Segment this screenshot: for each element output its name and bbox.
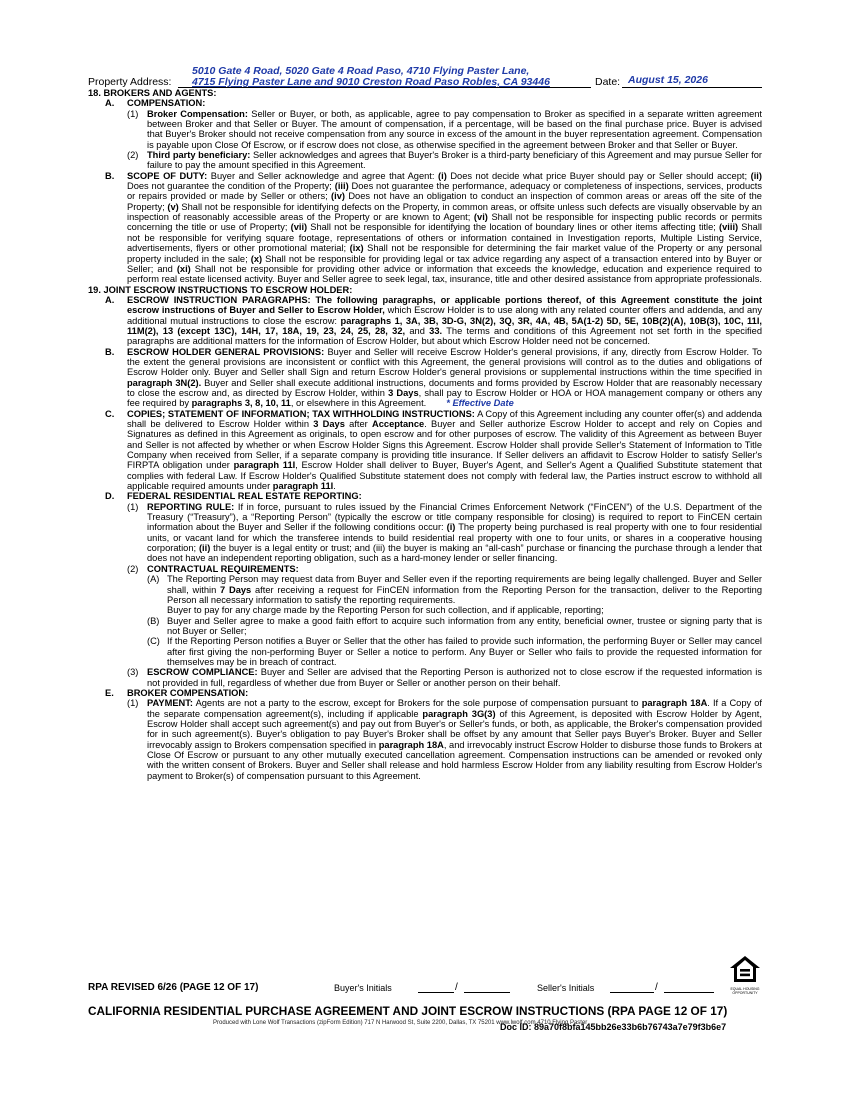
section-19b-title: ESCROW HOLDER GENERAL PROVISIONS: <box>127 346 325 357</box>
section-19d-2a: (A) The Reporting Person may request data from Buyer and Seller even if the reporting requirements are being legally challenged. Buyer and Seller shall, within 7 Days after receiving a request for FinCEN information from the Reporting Person for the transaction, deliver to the Reporting Person all necessary information to satisfy the reporting requirements. Buyer to pay for any charge made by the Reporting Person for such collection, and if applicable, reporting; <box>147 574 762 616</box>
section-19e-1: (1) PAYMENT: Agents are not a party to the escrow, except for Brokers for the sole purpose of compensation pursuant to paragraph 18A. If a Copy of the separate compensation agreement(s), including if applicable paragraph 3G(3) of this Agreement, is deposited with Escrow Holder by Agent, Escrow Holder shall accept such agreement(s) and pay out from Buyer's or Seller's funds, or both, as applicable, the Broker's compensation provided for in such agreement(s). Buyer's obligation to pay Buyer's Broker shall be offset by any amount that Seller pays Buyer's Broker. Buyer and Seller irrevocably assign to Brokers compensation specified in paragraph 18A, and irrevocably instruct Escrow Holder to disburse those funds to Brokers at Close Of Escrow or pursuant to any other mutually executed cancellation agreement. Compensation instructions can be amended or revoked only with the written consent of Brokers. Buyer and Seller shall release and hold harmless Escrow Holder from any liability resulting from Escrow Holder's payment to Broker(s) of compensation pursuant to this Agreement. <box>127 698 762 781</box>
section-19d-1: (1) REPORTING RULE: If in force, pursuant to rules issued by the Financial Crimes Enforcement Network (“FinCEN”) of the U.S. Department of the Treasury (“Treasury”), a “Reporting Person” (typically the escrow or title company responsible for closing) is required to report to FinCEN certain information about the Buyer and Seller if the following conditions occur: (i) The property being purchased is real property with one to four residential units, or vacant land for which the transferee intends to build residential real property with one to four units, or shares in a cooperative housing corporation; (ii) the buyer is a legal entity or trust; and (iii) the buyer is making an “all-cash” purchase or financing the purchase through a lender that does not have an independent reporting obligation, such as a hard-money lender or seller financing. <box>127 501 762 564</box>
section-19d-2: (2) CONTRACTUAL REQUIREMENTS: <box>127 563 299 574</box>
seller-initials-label: Seller's Initials <box>537 983 595 993</box>
seller-initials-field-1[interactable] <box>610 992 654 993</box>
section-19d-3: (3) ESCROW COMPLIANCE: Buyer and Seller are advised that the Reporting Person is authorized not to close escrow if the requested information is not provided in full, regardless of whether due from Buyer or Seller or another person on their behalf. <box>127 667 762 688</box>
section-19d-2c: (C) If the Reporting Person notifies a Buyer or Seller that the other has failed to provide such information, the performing Buyer or Seller may cancel after first giving the non-performing Buyer or Seller a notice to perform. Any Buyer or Seller who fails to provide the requested information for themselves may be in breach of contract. <box>147 636 762 667</box>
section-19e: E. BROKER COMPENSATION: (1) PAYMENT: Agents are not a party to the escrow, except for Brokers for the sole purpose of compensation pursuant to paragraph 18A. If a Copy of the separate compensation agreement(s), including if applicable paragraph 3G(3) of this Agreement, is deposited with Escrow Holder by Agent, Escrow Holder shall accept such agreement(s) and pay out from Buyer's or Seller's funds, or both, as applicable, the Broker's compensation provided for in such agreement(s). Buyer's obligation to pay Buyer's Broker shall be offset by any amount that Seller pays Buyer's Broker. Buyer and Seller irrevocably assign to Brokers compensation specified in paragraph 18A, and irrevocably instruct Escrow Holder to disburse those funds to Brokers at Close Of Escrow or pursuant to any other mutually executed cancellation agreement. Compensation instructions can be amended or revoked only with the written consent of Brokers. Buyer and Seller shall release and hold harmless Escrow Holder from any liability resulting from Escrow Holder's payment to Broker(s) of compensation pursuant to this Agreement. <box>105 687 762 781</box>
equal-housing-icon <box>728 954 762 988</box>
buyer-initials-field-1[interactable] <box>418 992 454 993</box>
section-18b-title: SCOPE OF DUTY: <box>127 170 208 181</box>
section-18a: A. COMPENSATION: (1) Broker Compensation: Seller or Buyer, or both, as applicable, agree to pay compensation to Broker as specified in a separate written agreement between Broker and that Seller or Buyer. The amount of compensation, if a percentage, will be based on the final purchase price. Buyer is advised that Buyer's Broker should not receive compensation from any source in excess of the amount in the buyer representation agreement. Compensation is payable upon Close Of Escrow, or if escrow does not close, as otherwise specified in the agreement between Broker and that Seller or Buyer. (2) Third party beneficiary: Seller acknowledges and agrees that Buyer's Broker is a third-party beneficiary of this Agreement and may pursue Seller for failure to pay the amount specified in this Agreement. <box>105 98 762 171</box>
section-18a-2: (2) Third party beneficiary: Seller acknowledges and agrees that Buyer's Broker is a third-party beneficiary of this Agreement and may pursue Seller for failure to pay the amount specified in this Agreement. <box>127 150 762 171</box>
section-18a-1: (1) Broker Compensation: Seller or Buyer, or both, as applicable, agree to pay compensation to Broker as specified in a separate written agreement between Broker and that Seller or Buyer. The amount of compensation, if a percentage, will be based on the final purchase price. Buyer is advised that Buyer's Broker should not receive compensation from any source in excess of the amount in the buyer representation agreement. Compensation is payable upon Close Of Escrow, or if escrow does not close, as otherwise specified in the agreement between Broker and that Seller or Buyer. <box>127 108 762 150</box>
property-address-label: Property Address: <box>88 76 172 88</box>
buyer-initials-field-2[interactable] <box>464 992 510 993</box>
section-19-title: 19. JOINT ESCROW INSTRUCTIONS TO ESCROW HOLDER: <box>88 284 353 295</box>
effective-date-note: * Effective Date <box>446 398 514 409</box>
rpa-revised-label: RPA REVISED 6/26 (PAGE 12 OF 17) <box>88 982 259 993</box>
date-label: Date: <box>595 76 621 88</box>
property-address-line1: 5010 Gate 4 Road, 5020 Gate 4 Road Paso, 4710 Flying Paster Lane, <box>192 65 530 77</box>
section-19e-title: BROKER COMPENSATION: <box>127 687 249 698</box>
equal-housing-caption: EQUAL HOUSING OPPORTUNITY <box>730 987 760 995</box>
property-address-line2: 4715 Flying Paster Lane and 9010 Creston Road Paso Robles, CA 93446 <box>192 76 550 88</box>
form-title: CALIFORNIA RESIDENTIAL PURCHASE AGREEMENT AND JOINT ESCROW INSTRUCTIONS (RPA PAGE 12 OF 17) <box>88 1004 728 1018</box>
section-19a-title: ESCROW INSTRUCTION PARAGRAPHS: The following paragraphs, or applicable portions thereof, of this Agreement constitute the joint escrow instructions of Buyer and Seller to Escrow Holder, <box>127 294 762 316</box>
document-page: 5010 Gate 4 Road, 5020 Gate 4 Road Paso, 4710 Flying Paster Lane, Property Address: 4715 Flying Paster Lane and 9010 Creston Road Paso Robles, CA 93446 Date: August 15, 2026 18. BROKERS AND AGENTS: A. COMPENSATION: (1) Broker Compensation: Seller or Buyer, or both, as applicable, agree to pay compensation to Broker as specified in a separate written agreement between Broker and that Seller or Buyer. The amount of compensation, if a percentage, will be based on the final purchase price. Buyer is advised that Buyer's Broker should not receive compensation from any source in excess of the amount in the buyer representation agreement. Compensation is payable upon Close Of Escrow, or if escrow does not close, as otherwise specified in the agreement between Broker and that Seller or Buyer. (2) Third party beneficiary: Seller acknowledges and agrees that Buyer's Broker is a third-party beneficiary of this Agreement and may pursue Seller for failure to pay the amount specified in this Agreement. B. SCOPE OF DUTY: Buyer and Seller acknowledge and agree that Agent: (i) Does not decide what price Buyer should pay or Seller should accept; (ii) Does not guarantee the condition of the Property; (iii) Does not guarantee the performance, adequacy or completeness of inspections, services, products or repairs provided or made by Seller or others; (iv) Does not have an obligation to conduct an inspection of common areas or areas off the site of the Property; (v) Shall not be responsible for identifying defects on the Property, in common areas, or offsite unless such defects are visually observable by an inspection of reasonably accessible areas of the Property or are known to Agent; (vi) Shall not be responsible for inspecting public records or permits concerning the title or use of Property; (vii) Shall not be responsible for identifying the location of boundary lines or other items affecting title; (viii) Shall not be responsible for verifying square footage, representations of others or information contained in Investigation reports, Multiple Listing Service, advertisements, flyers or other promotional material; (ix) Shall not be responsible for determining the fair market value of the Property or any personal property included in the sale; (x) Shall not be responsible for providing legal or tax advice regarding any aspect of a transaction entered into by Buyer or Seller; and (xi) Shall not be responsible for providing other advice or information that exceeds the knowledge, education and experience required to perform real estate licensed activity. Buyer and Seller agree to seek legal, tax, insurance, title and other desired assistance from appropriate professionals. 19. JOINT ESCROW INSTRUCTIONS TO ESCROW HOLDER: A. ESCROW INSTRUCTION PARAGRAPHS: The following paragraphs, or applicable portions thereof, of this Agreement constitute the joint escrow instructions of Buyer and Seller to Escrow Holder, which Escrow Holder is to use along with any related counter offers and addenda, and any additional mutual instructions to close the escrow: paragraphs 1, 3A, 3B, 3D-G, 3N(2), 3Q, 3R, 4A, 4B, 5A(1-2) 5D, 5E, 10B(2)(A), 10B(3), 10C, 11I, 11M(2), 13 (except 13C), 14H, 17, 18A, 19, 23, 24, 25, 28, 32, and 33. The terms and conditions of this Agreement not set forth in the specified paragraphs are additional matters for the information of Escrow Holder, but about which Escrow Holder need not be concerned. B. ESCROW HOLDER GENERAL PROVISIONS: Buyer and Seller will receive Escrow Holder's general provisions, if any, directly from Escrow Holder. To the extent the general provisions are inconsistent or conflict with this Agreement, the general provisions will control as to the duties and obligations of Escrow Holder only. Buyer and Seller shall Sign and return Escrow Holder's general provisions or supplemental instructions within the time specified in paragraph 3N(2). Buyer and Seller shall execute additional instructions, documents and forms provided by Escrow Holder that are reasonably necessary to close the escrow and, as directed by Escrow Holder, within 3 Days, shall pay to Escrow Holder or HOA or HOA management company or others any fee required by paragraphs 3, 8, 10, 11, or elsewhere in this Agreement. * Effective Date C. COPIES; STATEMENT OF INFORMATION; TAX WITHHOLDING INSTRUCTIONS: A Copy of this Agreement including any counter offer(s) and addenda shall be delivered to Escrow Holder within 3 Days after Acceptance. Buyer and Seller authorize Escrow Holder to accept and rely on Copies and Signatures as defined in this Agreement as originals, to open escrow and for other purposes of escrow. The validity of this Agreement as between Buyer and Seller is not affected by whether or when Escrow Holder Signs this Agreement. Escrow Holder shall provide Seller's Statement of Information to Title Company when received from Seller, if a separate company is providing title insurance. If Seller delivers an affidavit to Escrow Holder to satisfy Seller's FIRPTA obligation under paragraph 11I, Escrow Holder shall deliver to Buyer, Buyer's Agent, and Seller's Agent a Qualified Substitute statement that complies with federal Law. If Escrow Holder's Qualified Substitute statement does not comply with federal law, the Parties instruct escrow to withhold all applicable required amounts under paragraph 11I. D. FEDERAL RESIDENTIAL REAL ESTATE REPORTING: (1) REPORTING RULE: If in force, pursuant to rules issued by the Financial Crimes Enforcement Network (“FinCEN”) of the U.S. Department of the Treasury (“Treasury”), a “Reporting Person” (typically the escrow or title company responsible for closing) is required to report to FinCEN certain information about the Buyer and Seller if the following conditions occur: (i) The property being purchased is real property with one to four residential units, or vacant land for which the transferee intends to build residential real property with one to four units, or shares in a cooperative housing corporation; (ii) the buyer is a legal entity or trust; and (iii) the buyer is making an “all-cash” purchase or financing the purchase through a lender that does not have an independent reporting obligation, such as a hard-money lender or seller financing. (2) CONTRACTUAL REQUIREMENTS: (A) The Reporting Person may request data from Buyer and Seller even if the reporting requirements are being legally challenged. Buyer and Seller shall, within 7 Days after receiving a request for FinCEN information from the Reporting Person for the transaction, deliver to the Reporting Person all necessary information to satisfy the reporting requirements. Buyer to pay for any charge made by the Reporting Person for such collection, and if applicable, reporting; (B) Buyer and Seller agree to make a good faith effort to acquire such information from any entity, beneficial owner, trustee or signing party that is not Buyer or Seller; (C) If the Reporting Person notifies a Buyer or Seller that the other has failed to provide such information, the performing Buyer or Seller may cancel after first giving the non-performing Buyer or Seller a notice to perform. Any Buyer or Seller who fails to provide the requested information for themselves may be in breach of contract. (3) ESCROW COMPLIANCE: Buyer and Seller are advised that the Reporting Person is authorized not to close escrow if the requested information is not provided in full, regardless of whether due from Buyer or Seller or another person on their behalf. E. BROKER COMPENSATION: (1) PAYMENT: Agents are not a party to the escrow, except for Brokers for the sole purpose of compensation pursuant to paragraph 18A. If a Copy of the separate compensation agreement(s), including if applicable paragraph 3G(3) of this Agreement, is deposited with Escrow Holder by Agent, Escrow Holder shall accept such agreement(s) and pay out from Buyer's or Seller's funds, or both, as applicable, the Broker's compensation provided for in such agreement(s). Buyer's obligation to pay Buyer's Broker shall be offset by any amount that Seller pays Buyer's Broker. Buyer and Seller irrevocably assign to Brokers compensation specified in paragraph 18A, and irrevocably instruct Escrow Holder to disburse those funds to Brokers at Close Of Escrow or pursuant to any other mutually executed cancellation agreement. Compensation instructions can be amended or revoked only with the written consent of Brokers. Buyer and Seller shall release and hold harmless Escrow Holder from any liability resulting from Escrow Holder's payment to Broker(s) of compensation pursuant to this Agreement. RPA REVISED 6/26 (PAGE 12 OF 17) Buyer's Initials / Seller's Initials / EQUAL HOUSING OPPORTUNITY CALIFORNIA RESIDENTIAL PURCHASE AGREEMENT AND JOINT ESCROW INSTRUCTIONS (RPA PAGE 12 OF 17) Produced with Lone Wolf Transactions (zipForm Edition) 717 N Harwood St, Suite 2200, Dallas, TX 75201 www.lwolf.com 4710 Flying Paster Doc ID: 89a70f8bfa145bb26e33b6b76743a7e79f3b6e7 <box>0 0 849 1100</box>
date-value: August 15, 2026 <box>628 74 708 86</box>
seller-initials-field-2[interactable] <box>664 992 714 993</box>
section-19c: C. COPIES; STATEMENT OF INFORMATION; TAX WITHHOLDING INSTRUCTIONS: A Copy of this Agreement including any counter offer(s) and addenda shall be delivered to Escrow Holder within 3 Days after Acceptance. Buyer and Seller authorize Escrow Holder to accept and rely on Copies and Signatures as defined in this Agreement as originals, to open escrow and for other purposes of escrow. The validity of this Agreement as between Buyer and Seller is not affected by whether or when Escrow Holder Signs this Agreement. Escrow Holder shall provide Seller's Statement of Information to Title Company when received from Seller, if a separate company is providing title insurance. If Seller delivers an affidavit to Escrow Holder to satisfy Seller's FIRPTA obligation under paragraph 11I, Escrow Holder shall deliver to Buyer, Buyer's Agent, and Seller's Agent a Qualified Substitute statement that complies with federal Law. If Escrow Holder's Qualified Substitute statement does not comply with federal law, the Parties instruct escrow to withhold all applicable required amounts under paragraph 11I. <box>105 408 762 492</box>
produced-with-line: Produced with Lone Wolf Transactions (zipForm Edition) 717 N Harwood St, Suite 2200, Dallas, TX 75201 www.lwolf.com 4710 Flying Paster <box>213 1020 588 1026</box>
section-18a-title: COMPENSATION: <box>127 98 206 109</box>
doc-id: Doc ID: 89a70f8bfa145bb26e33b6b76743a7e79f3b6e7 <box>500 1022 727 1032</box>
section-19a: A. ESCROW INSTRUCTION PARAGRAPHS: The following paragraphs, or applicable portions thereof, of this Agreement constitute the joint escrow instructions of Buyer and Seller to Escrow Holder, which Escrow Holder is to use along with any related counter offers and addenda, and any additional mutual instructions to close the escrow: paragraphs 1, 3A, 3B, 3D-G, 3N(2), 3Q, 3R, 4A, 4B, 5A(1-2) 5D, 5E, 10B(2)(A), 10B(3), 10C, 11I, 11M(2), 13 (except 13C), 14H, 17, 18A, 19, 23, 24, 25, 28, 32, and 33. The terms and conditions of this Agreement not set forth in the specified paragraphs are additional matters for the information of Escrow Holder, but about which Escrow Holder need not be concerned. <box>105 294 763 347</box>
buyer-initials-label: Buyer's Initials <box>334 983 392 993</box>
section-18b: B. SCOPE OF DUTY: Buyer and Seller acknowledge and agree that Agent: (i) Does not decide what price Buyer should pay or Seller should accept; (ii) Does not guarantee the condition of the Property; (iii) Does not guarantee the performance, adequacy or completeness of inspections, services, products or repairs provided or made by Seller or others; (iv) Does not have an obligation to conduct an inspection of common areas or areas off the site of the Property; (v) Shall not be responsible for identifying defects on the Property, in common areas, or offsite unless such defects are visually observable by an inspection of reasonably accessible areas of the Property or are known to Agent; (vi) Shall not be responsible for inspecting public records or permits concerning the title or use of Property; (vii) Shall not be responsible for identifying the location of boundary lines or other items affecting title; (viii) Shall not be responsible for verifying square footage, representations of others or information contained in Investigation reports, Multiple Listing Service, advertisements, flyers or other promotional material; (ix) Shall not be responsible for determining the fair market value of the Property or any personal property included in the sale; (x) Shall not be responsible for providing legal or tax advice regarding any aspect of a transaction entered into by Buyer or Seller; and (xi) Shall not be responsible for providing other advice or information that exceeds the knowledge, education and experience required to perform real estate licensed activity. Buyer and Seller agree to seek legal, tax, insurance, title and other desired assistance from appropriate professionals. <box>105 170 762 285</box>
section-19d: D. FEDERAL RESIDENTIAL REAL ESTATE REPORTING: (1) REPORTING RULE: If in force, pursuant to rules issued by the Financial Crimes Enforcement Network (“FinCEN”) of the U.S. Department of the Treasury (“Treasury”), a “Reporting Person” (typically the escrow or title company responsible for closing) is required to report to FinCEN certain information about the Buyer and Seller if the following conditions occur: (i) The property being purchased is real property with one to four residential units, or vacant land for which the transferee intends to build residential real property with one to four units, or shares in a cooperative housing corporation; (ii) the buyer is a legal entity or trust; and (iii) the buyer is making an “all-cash” purchase or financing the purchase through a lender that does not have an independent reporting obligation, such as a hard-money lender or seller financing. (2) CONTRACTUAL REQUIREMENTS: (A) The Reporting Person may request data from Buyer and Seller even if the reporting requirements are being legally challenged. Buyer and Seller shall, within 7 Days after receiving a request for FinCEN information from the Reporting Person for the transaction, deliver to the Reporting Person all necessary information to satisfy the reporting requirements. Buyer to pay for any charge made by the Reporting Person for such collection, and if applicable, reporting; (B) Buyer and Seller agree to make a good faith effort to acquire such information from any entity, beneficial owner, trustee or signing party that is not Buyer or Seller; (C) If the Reporting Person notifies a Buyer or Seller that the other has failed to provide such information, the performing Buyer or Seller may cancel after first giving the non-performing Buyer or Seller a notice to perform. Any Buyer or Seller who fails to provide the requested information for themselves may be in breach of contract. (3) ESCROW COMPLIANCE: Buyer and Seller are advised that the Reporting Person is authorized not to close escrow if the requested information is not provided in full, regardless of whether due from Buyer or Seller or another person on their behalf. <box>105 491 762 688</box>
section-18-title: 18. BROKERS AND AGENTS: <box>88 88 217 98</box>
section-19d-title: FEDERAL RESIDENTIAL REAL ESTATE REPORTING: <box>127 491 362 502</box>
section-19c-title: COPIES; STATEMENT OF INFORMATION; TAX WITHHOLDING INSTRUCTIONS: <box>127 408 475 419</box>
section-19d-2b: (B) Buyer and Seller agree to make a good faith effort to acquire such information from any entity, beneficial owner, trustee or signing party that is not Buyer or Seller; <box>147 615 762 636</box>
section-19b: B. ESCROW HOLDER GENERAL PROVISIONS: Buyer and Seller will receive Escrow Holder's general provisions, if any, directly from Escrow Holder. To the extent the general provisions are inconsistent or conflict with this Agreement, the general provisions will control as to the duties and obligations of Escrow Holder only. Buyer and Seller shall Sign and return Escrow Holder's general provisions or supplemental instructions within the time specified in paragraph 3N(2). Buyer and Seller shall execute additional instructions, documents and forms provided by Escrow Holder that are reasonably necessary to close the escrow and, as directed by Escrow Holder, within 3 Days, shall pay to Escrow Holder or HOA or HOA management company or others any fee required by paragraphs 3, 8, 10, 11, or elsewhere in this Agreement. * Effective Date <box>105 346 762 409</box>
document-body <box>88 88 762 781</box>
